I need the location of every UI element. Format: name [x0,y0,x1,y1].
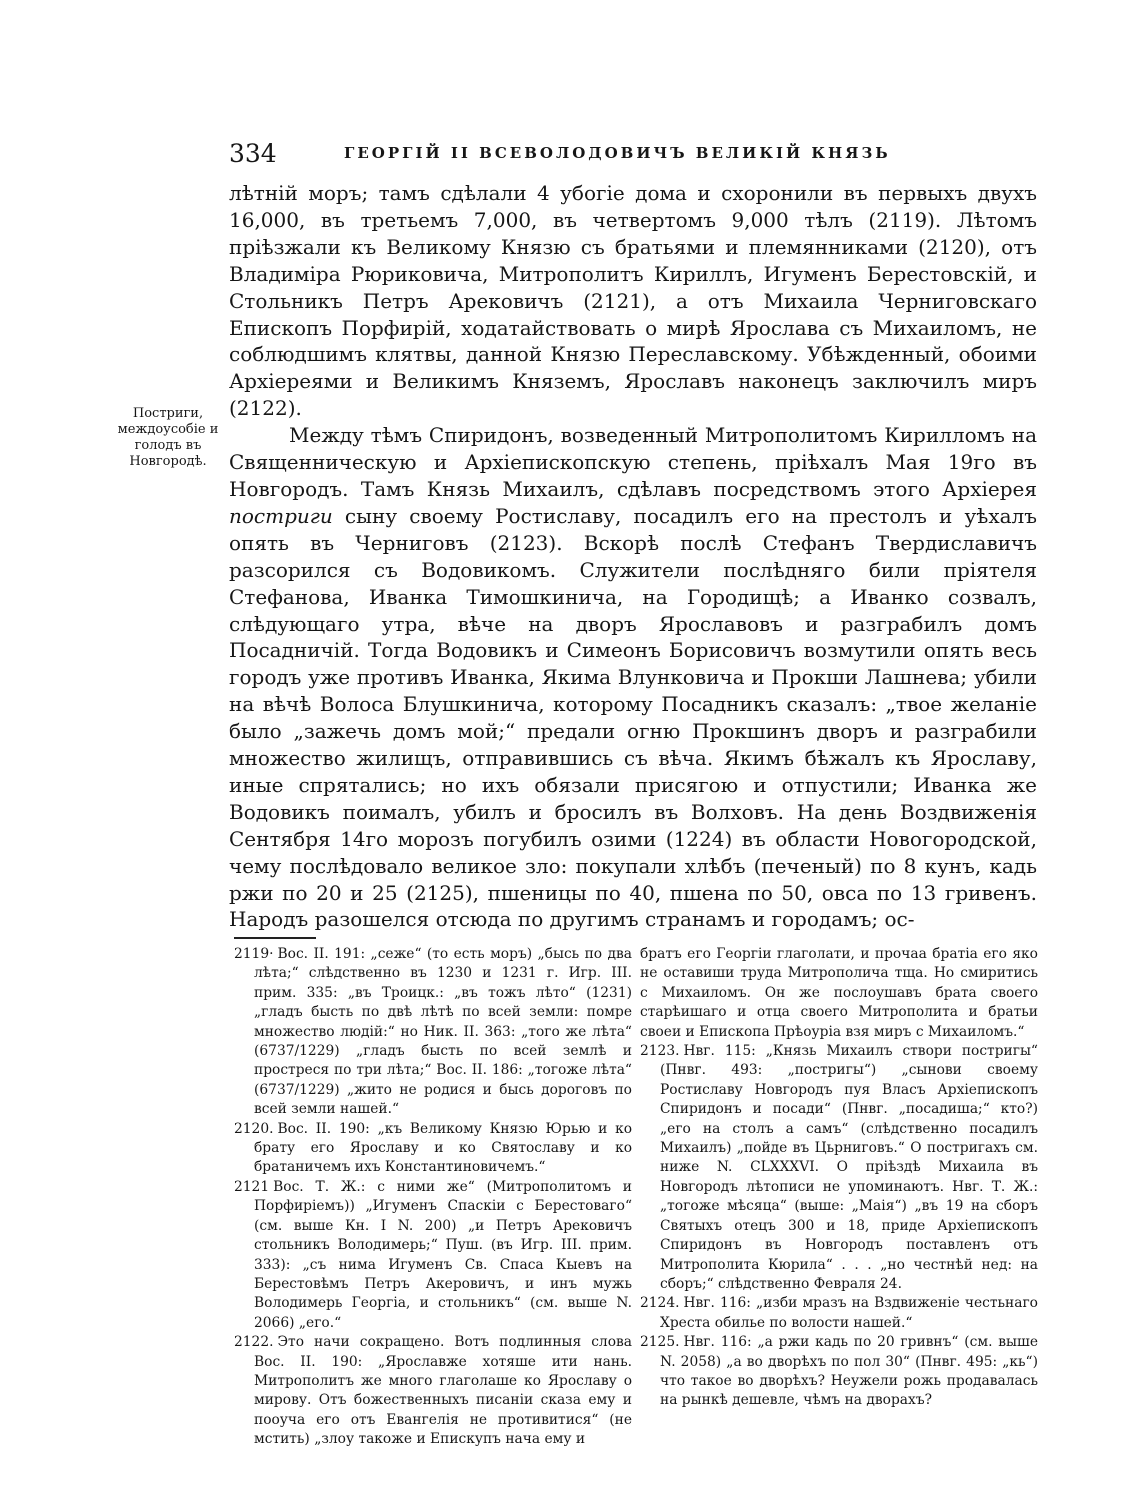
footnotes-right-column [640,945,1038,1411]
footnote-2120 [234,1120,632,1178]
page-number: 334 [229,139,277,168]
footnote-text: Это начи сокращено. Вотъ подлинныя слова Вос. II. 190: „Ярославже хотяше ити нань. Митрополитъ же много глаголаше ко Ярославу о мирову. Отъ божественныхъ писаніи сказа ему и пооуча его отъ Евангелія не противитися“ (не мстить) „злоу такоже и Епискупъ нача ему и [254,1334,632,1448]
running-title: ГЕОРГІЙ II ВСЕВОЛОДОВИЧЪ ВЕЛИКІЙ КНЯЗЬ [344,144,891,162]
footnote-rule [234,937,316,939]
margin-note: Постриги, междоусобіе и голодъ въ Новгородѣ. [117,406,219,469]
footnote-2125 [640,1333,1038,1411]
paragraph-2-part-b: сыну своему Ростиславу, посадилъ его на престолъ и уѣхалъ опять въ Черниговъ (2123). Вскорѣ послѣ Стефанъ Твердиславичъ разсорился съ Водовикомъ. Служители послѣдняго били пріятеля Стефанова, Иванка Тимошкинича, на Городищѣ; а Иванко созвалъ, слѣдующаго утра, вѣче на дворъ Ярославовъ и разграбилъ домъ Посадничій. Тогда Водовикъ и Симеонъ Борисовичъ возмутили опять весь городъ уже противъ Иванка, Якима Влунковича и Прокши Лашнева; убили на вѣчѣ Волоса Блушкинича, которому Посадникъ сказалъ: „твое желаніе было „зажечь домъ мой;“ предали огню Прокшинъ дворъ и разграбили множество жилищъ, отправившись съ вѣча. Якимъ бѣжалъ къ Ярославу, иные спрятались; но ихъ обязали присягою и отпустили; Иванка же Водовикъ поималъ, убилъ и бросилъ въ Волховъ. На день Воздвиженія Сентября 14го морозъ погубилъ озими (1224) въ области Новогородской, чему послѣдовало великое зло: покупали хлѣбъ (печеный) по 8 кунъ, кадь ржи по 20 и 25 (2125), пшеницы по 40, пшена по 50, овса по 13 гривенъ. Народъ разошелся отсюда по другимъ странамъ и городамъ; ос- [229,503,1037,932]
footnote-text: Вос. II. 191: „сеже“ (то есть моръ) „бысь по два лѣта;“ слѣдственно въ 1230 и 1231 г. Игр. III. прим. 335: „въ Троицк.: „въ тожъ лѣто“ (1231) „гладъ бысть по двѣ лѣтѣ по всей земли: помре множество людій:“ но Ник. II. 363: „того же лѣта“ (6737/1229) „гладъ бысть по всей землѣ и простреся по три лѣта;“ Вос. II. 186: „тогоже лѣта“ (6737/1229) „жито не родися и бысь дороговъ по всей земли нашей.“ [254,946,632,1118]
paragraph-2 [229,422,1037,933]
footnote-text: Нвг. 116: „изби мразъ на Вздвиженіе честьнаго Хреста обилье по волости нашей.“ [660,1295,1038,1331]
footnote-number: 2124. [640,1295,680,1312]
footnote-2121 [234,1178,632,1333]
footnote-2119 [234,945,632,1120]
footnote-2124 [640,1294,1038,1333]
footnote-2122 [234,1333,632,1449]
footnote-text: Нвг. 116: „а ржи кадь по 20 гривнъ“ (см. выше N. 2058) „а во дворѣхъ по пол 30“ (Пнвг. 495: „кь“) что такое во дворѣхъ? Неужели рожь продавалась на рынкѣ дешевле, чѣмъ на дворахъ? [660,1334,1038,1409]
footnote-text: Вос. II. 190: „къ Великому Князю Юрью и ко брату его Ярославу и ко Святославу и ко братаничемъ ихъ Константиновичемъ.“ [254,1120,632,1176]
italic-term: постриги [229,503,333,528]
footnote-number: 2121 [234,1178,270,1195]
footnote-2122-continuation: братъ его Георгіи глаголати, и прочаа братіа его яко не оставиши труда Митрополича тща. Но смиритись с Михаиломъ. Он же послоушавъ брата своего старѣишаго и отца своего Митрополита и братьи своеи и Епископа Прѣоуріа взя миръ с Михаиломъ.“ [640,946,1038,1040]
paragraph-2-part-a: Между тѣмъ Спиридонъ, возведенный Митрополитомъ Кирилломъ на Священническую и Архіепископскую степень, пріѣхалъ Мая 19го въ Новгородъ. Тамъ Князь Михаилъ, сдѣлавъ посредствомъ этого Архіерея [229,423,1037,501]
main-text [229,180,1037,933]
footnote-number: 2120. [234,1120,274,1137]
footnote-number: 2123. [640,1043,680,1060]
footnote-text: Нвг. 115: „Князь Михаилъ створи постригы“ (Пнвг. 493: „постригы“) „сынови своему Ростиславу Новгородъ пуя Власъ Архіепископъ Спиридонъ и посади“ (Пнвг. „посадиша;“ кто?) „его на столъ а самъ“ (слѣдственно посадилъ Михаилъ) „пойде въ Цьрниговъ.“ О постригахъ см. ниже N. CLXXXVI. О пріѣздѣ Михаила въ Новгородъ лѣтописи не упоминаютъ. Нвг. Т. Ж.: „тогоже мѣсяца“ (выше: „Маія“) „въ 19 на сборъ Святыхъ отецъ 300 и 18, приде Архіепископъ Спиридонъ въ Новгородъ поставленъ отъ Митрополита Кюрила“ . . . „но честнѣй нед: на сборъ;“ слѣдственно Февраля 24. [660,1043,1038,1292]
paragraph-1: лѣтній моръ; тамъ сдѣлали 4 убогіе дома и схоронили въ первыхъ двухъ 16,000, въ третьемъ 7,000, въ четвертомъ 9,000 тѣлъ (2119). Лѣтомъ пріѣзжали къ Великому Князю съ братьями и племянниками (2120), отъ Владиміра Рюриковича, Митрополитъ Кириллъ, Игуменъ Берестовскій, и Стольникъ Петръ Арековичъ (2121), а отъ Михаила Черниговскаго Епископъ Порфирій, ходатайствовать о мирѣ Ярослава съ Михаиломъ, не соблюдшимъ клятвы, данной Князю Переславскому. Убѣжденный, обоими Архіереями и Великимъ Княземъ, Ярославъ наконецъ заключилъ миръ (2122). [229,181,1037,421]
footnote-2123 [640,1042,1038,1294]
footnotes-left-column [234,945,632,1450]
footnote-number: 2119· [234,946,274,962]
footnote-text: Вос. Т. Ж.: с ними же“ (Митрополитомъ и Порфиріемъ)) „Игуменъ Спаскіи с Берестоваго“ (см. выше Кн. I N. 200) „и Петръ Арековичъ стольникъ Володимерь;“ Пуш. (въ Игр. III. прим. 333): „съ нима Игуменъ Св. Спаса Кыевъ на Берестовѣмъ Петръ Акеровичъ, и инъ мужь Володимерь Георгіа, и стольникъ“ (см. выше N. 2066) „его.“ [254,1178,632,1331]
footnote-number: 2122. [234,1334,274,1351]
footnote-number: 2125. [640,1334,680,1351]
